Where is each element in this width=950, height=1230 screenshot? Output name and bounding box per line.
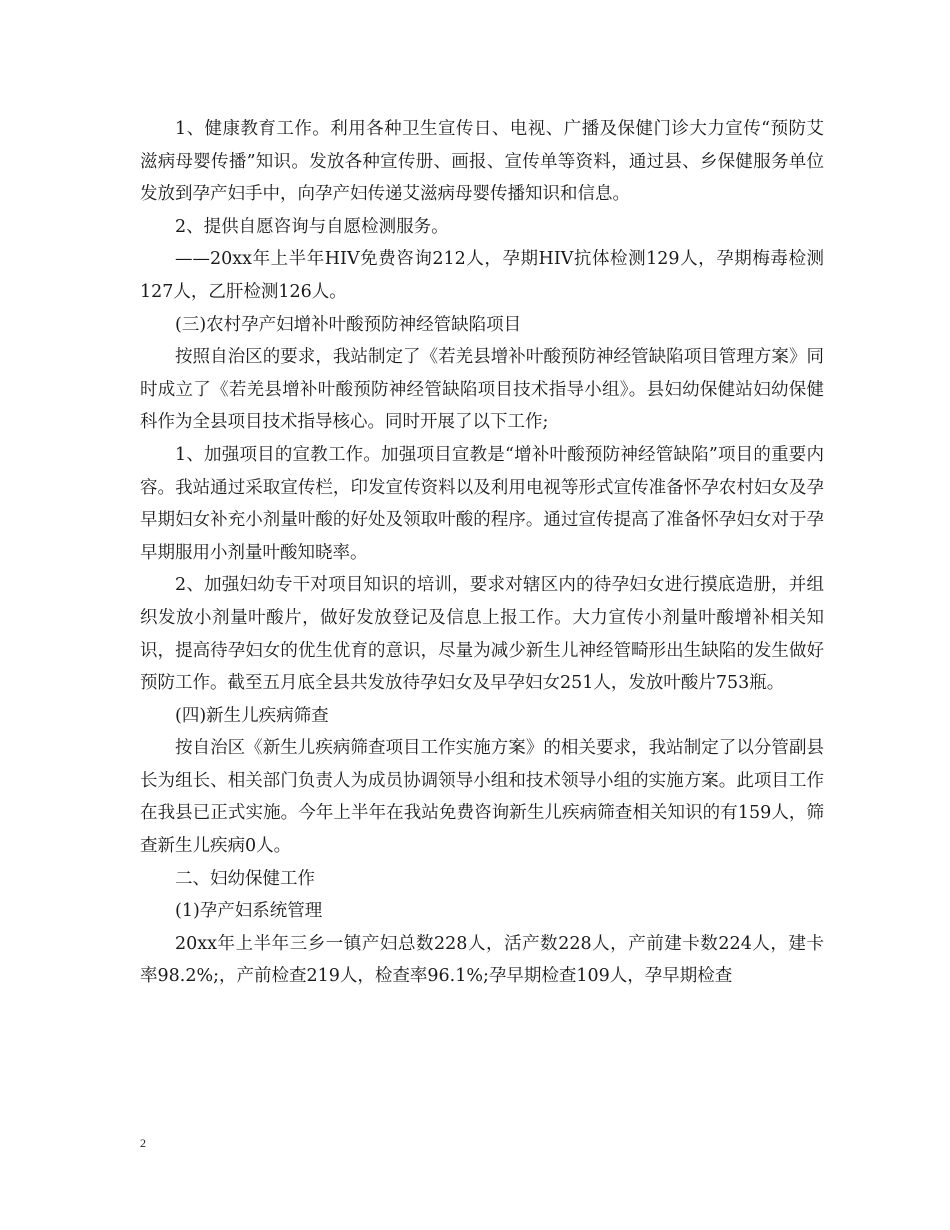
paragraph-health-education: 1、健康教育工作。利用各种卫生宣传日、电视、广播及保健门诊大力宣传“预防艾滋病母婴传播”知识。发放各种宣传册、画报、宣传单等资料，通过县、乡保健服务单位发放到孕产妇手中，向孕产妇传递艾滋病母婴传播知识和信息。 xyxy=(140,119,824,205)
paragraph-folic-acid-plan: 按照自治区的要求，我站制定了《若羌县增补叶酸预防神经管缺陷项目管理方案》同时成立了《若羌县增补叶酸预防神经管缺陷项目技术指导小组》。县妇幼保健站妇幼保健科作为全县项目技术指导核心。同时开展了以下工作; xyxy=(140,347,824,433)
page-number: 2 xyxy=(140,1136,146,1150)
paragraph-voluntary-counseling: 2、提供自愿咨询与自愿检测服务。 xyxy=(175,216,449,237)
section-heading-folic-acid: (三)农村孕产妇增补叶酸预防神经管缺陷项目 xyxy=(175,314,522,335)
subheading-maternal-management: (1)孕产妇系统管理 xyxy=(175,901,323,922)
section-heading-maternal-child-health: 二、妇幼保健工作 xyxy=(175,868,315,889)
paragraph-newborn-screening: 按自治区《新生儿疾病筛查项目工作实施方案》的相关要求，我站制定了以分管副县长为组长、相关部门负责人为成员协调领导小组和技术领导小组的实施方案。此项目工作在我县已正式实施。今年上半年在我站免费咨询新生儿疾病筛查相关知识的有159人，筛查新生儿疾病0人。 xyxy=(140,738,824,857)
document-body xyxy=(140,113,824,993)
paragraph-hiv-testing-stats: ——20xx年上半年HIV免费咨询212人，孕期HIV抗体检测129人，孕期梅毒检测127人，乙肝检测126人。 xyxy=(140,249,824,302)
paragraph-maternal-stats: 20xx年上半年三乡一镇产妇总数228人，活产数228人，产前建卡数224人，建卡率98.2%;，产前检查219人，检查率96.1%;孕早期检查109人，孕早期检查 xyxy=(140,933,824,987)
section-heading-newborn-screening: (四)新生儿疾病筛查 xyxy=(175,705,329,726)
paragraph-project-publicity: 1、加强项目的宣教工作。加强项目宣教是“增补叶酸预防神经管缺陷”项目的重要内容。我站通过采取宣传栏，印发宣传资料以及利用电视等形式宣传准备怀孕农村妇女及孕早期妇女补充小剂量叶酸的好处及领取叶酸的程序。通过宣传提高了准备怀孕妇女对于孕早期服用小剂量叶酸知晓率。 xyxy=(140,444,824,563)
paragraph-staff-training: 2、加强妇幼专干对项目知识的培训，要求对辖区内的待孕妇女进行摸底造册，并组织发放小剂量叶酸片，做好发放登记及信息上报工作。大力宣传小剂量叶酸增补相关知识，提高待孕妇女的优生优育的意识，尽量为减少新生儿神经管畸形出生缺陷的发生做好预防工作。截至五月底全县共发放待孕妇女及早孕妇女251人，发放叶酸片753瓶。 xyxy=(140,575,824,694)
